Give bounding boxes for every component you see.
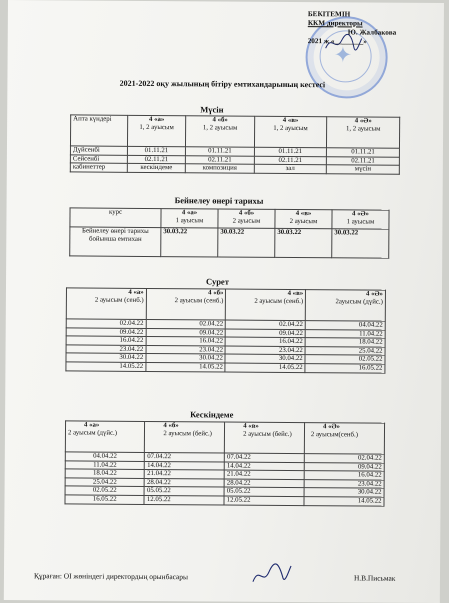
table-cell: 16.04.22 xyxy=(304,471,384,480)
table-cell: 14.05.22 xyxy=(225,363,305,372)
table-cell: 02.04.22 xyxy=(146,319,226,328)
table-cell: 04.04.22 xyxy=(65,452,144,461)
table-cell: кабинеттер xyxy=(70,163,127,172)
table-cell: 09.04.22 xyxy=(66,328,146,337)
table-cell: 30.04.22 xyxy=(304,488,384,497)
table-cell: 02.11.21 xyxy=(186,155,254,164)
table-cell: 30.03.22 xyxy=(275,228,332,257)
table-cell: 30.03.22 xyxy=(332,229,389,258)
table-header-row xyxy=(66,288,385,321)
footer-compiler-label: Құраған: ОІ жөніндегі директордың орынбасары xyxy=(33,571,188,582)
table-cell: 30.04.22 xyxy=(66,353,146,362)
table-header-row xyxy=(65,421,384,454)
table-cell: зал xyxy=(254,164,327,173)
table-cell: 16.04.22 xyxy=(226,337,306,346)
table-cell: 05.05.22 xyxy=(144,487,224,496)
table-cell: 30.04.22 xyxy=(225,354,305,363)
table-cell: Дүйсенбі xyxy=(70,146,127,155)
table-cell: 18.04.22 xyxy=(305,338,385,347)
approval-date: 2021 ж «________» xyxy=(307,37,367,46)
table-cell: 09.04.22 xyxy=(226,329,306,338)
header-cell: 4 «Ә» 2ауысым (дүйс.) xyxy=(305,290,385,322)
table-cell: 02.05.22 xyxy=(65,486,144,495)
footer-compiler-name: Н.В.Письмак xyxy=(353,573,396,583)
table-cell: 16.04.22 xyxy=(66,336,146,345)
header-cell: 4 «б» 2 ауысым (сенб.) xyxy=(146,288,226,320)
table-cell: Бейнелеу өнері тарихы бойынша емтихан xyxy=(70,227,161,257)
table-cell: мүсін xyxy=(327,165,400,174)
document-title: 2021-2022 оқу жылының бітіру емтихандарының кестесі xyxy=(119,78,326,90)
table-cell: 11.04.22 xyxy=(65,461,144,470)
table-cell: 01.11.21 xyxy=(327,148,400,157)
table-cell: 28.04.22 xyxy=(224,479,304,488)
header-cell: Апта күндері xyxy=(70,115,127,146)
table-cell: 04.04.22 xyxy=(305,321,385,330)
table-cell: 14.05.22 xyxy=(66,362,146,371)
musin-table xyxy=(70,114,400,174)
table-cell: 02.11.21 xyxy=(327,156,400,165)
table-cell: 28.04.22 xyxy=(144,478,224,487)
table-row xyxy=(66,362,385,373)
header-cell: 4 «б» 2 ауысым xyxy=(218,209,275,228)
table-cell: 02.04.22 xyxy=(66,319,146,328)
header-cell: 4 «а» 1 ауысым xyxy=(161,209,218,228)
table-cell: 01.11.21 xyxy=(186,147,254,156)
table-cell: 14.04.22 xyxy=(145,461,225,470)
table-cell: 23.04.22 xyxy=(66,345,146,354)
table-row xyxy=(65,495,384,506)
approval-position: ККМ директоры xyxy=(307,19,363,28)
header-cell: 4 «а» 1, 2 ауысым xyxy=(127,115,186,146)
table-cell: 11.04.22 xyxy=(305,329,385,338)
header-cell: 4 «б» 1, 2 ауысым xyxy=(186,116,254,147)
table-row xyxy=(70,163,399,174)
table-cell: композиция xyxy=(186,164,254,173)
header-cell: 4 «в» 2 ауысым (бейс.) xyxy=(225,422,305,454)
table-cell: 18.04.22 xyxy=(65,469,144,478)
table-cell: 09.04.22 xyxy=(146,328,226,337)
table-cell: 02.04.22 xyxy=(226,320,306,329)
table-cell: кескіндеме xyxy=(127,164,186,173)
table-cell: 12.05.22 xyxy=(144,495,224,504)
table-cell: 14.05.22 xyxy=(304,497,384,506)
table-cell: 21.04.22 xyxy=(145,470,225,479)
keskindeme-table xyxy=(64,420,385,506)
table-cell: 16.05.22 xyxy=(65,495,144,504)
section-title-keskindeme: Кескіндеме xyxy=(190,409,234,420)
header-cell: 4 «а» 2 ауысым (сенб.) xyxy=(66,288,146,320)
table-cell: 16.05.22 xyxy=(305,364,385,373)
table-cell: 07.04.22 xyxy=(145,452,225,461)
table-cell: 14.05.22 xyxy=(146,362,226,371)
table-cell: 09.04.22 xyxy=(304,462,384,471)
table-cell: Сейсенбі xyxy=(70,155,127,164)
table-cell: 30.03.22 xyxy=(218,228,275,257)
compiler-signature xyxy=(249,562,293,590)
table-cell: 05.05.22 xyxy=(224,487,304,496)
header-cell: 4 «а» 2 ауысым (дүйс.) xyxy=(65,421,145,453)
bineleu-table xyxy=(69,207,389,258)
table-cell: 07.04.22 xyxy=(224,453,304,462)
table-cell: 21.04.22 xyxy=(224,470,304,479)
section-title-suret: Сурет xyxy=(206,276,229,287)
section-title-bineleu: Бейнелеу өнері тарихы xyxy=(174,195,264,206)
table-header-row xyxy=(70,115,399,148)
table-header-row xyxy=(70,208,389,229)
header-cell: 4 «в» 2 ауысым xyxy=(275,209,332,228)
approval-name: Ю. Жалбакова xyxy=(347,28,397,37)
header-cell: 4 «б» 2 ауысым (бейс.) xyxy=(145,421,225,453)
table-cell: 02.04.22 xyxy=(304,454,384,463)
approval-heading: БЕКІТЕМІН xyxy=(307,10,351,19)
table-cell: 02.11.21 xyxy=(127,155,186,164)
document-page xyxy=(4,0,444,603)
table-row xyxy=(70,227,389,258)
table-cell: 12.05.22 xyxy=(224,496,304,505)
header-cell: 4 «Ә» 1 ауысым xyxy=(332,210,389,229)
table-cell: 14.04.22 xyxy=(224,462,304,471)
header-cell: 4 «Ә» 1, 2 ауысым xyxy=(327,117,400,149)
header-cell: 4 «в» 1, 2 ауысым xyxy=(254,116,327,148)
suret-table xyxy=(65,287,386,373)
approval-block xyxy=(308,10,443,47)
table-cell: 23.04.22 xyxy=(146,345,226,354)
official-seal: ✦ xyxy=(305,16,388,99)
footer xyxy=(33,571,414,583)
table-cell: 25.04.22 xyxy=(65,478,144,487)
table-cell: 23.04.22 xyxy=(225,346,305,355)
table-cell: 23.04.22 xyxy=(304,479,384,488)
table-cell: 25.04.22 xyxy=(305,346,385,355)
table-cell: 30.03.22 xyxy=(161,228,218,257)
table-cell: 01.11.21 xyxy=(127,146,186,155)
header-cell: 4 «Ә» 2 ауысым(сенб.) xyxy=(304,423,384,455)
section-title-musin: Мүсін xyxy=(200,104,224,115)
header-cell: 4 «в» 2 ауысым (сенб.) xyxy=(226,289,306,321)
table-cell: 01.11.21 xyxy=(254,147,327,156)
table-cell: 16.04.22 xyxy=(146,337,226,346)
table-cell: 30.04.22 xyxy=(146,354,226,363)
header-cell: курс xyxy=(70,208,161,228)
table-cell: 02.11.21 xyxy=(254,156,327,165)
table-cell: 02.05.22 xyxy=(305,355,385,364)
